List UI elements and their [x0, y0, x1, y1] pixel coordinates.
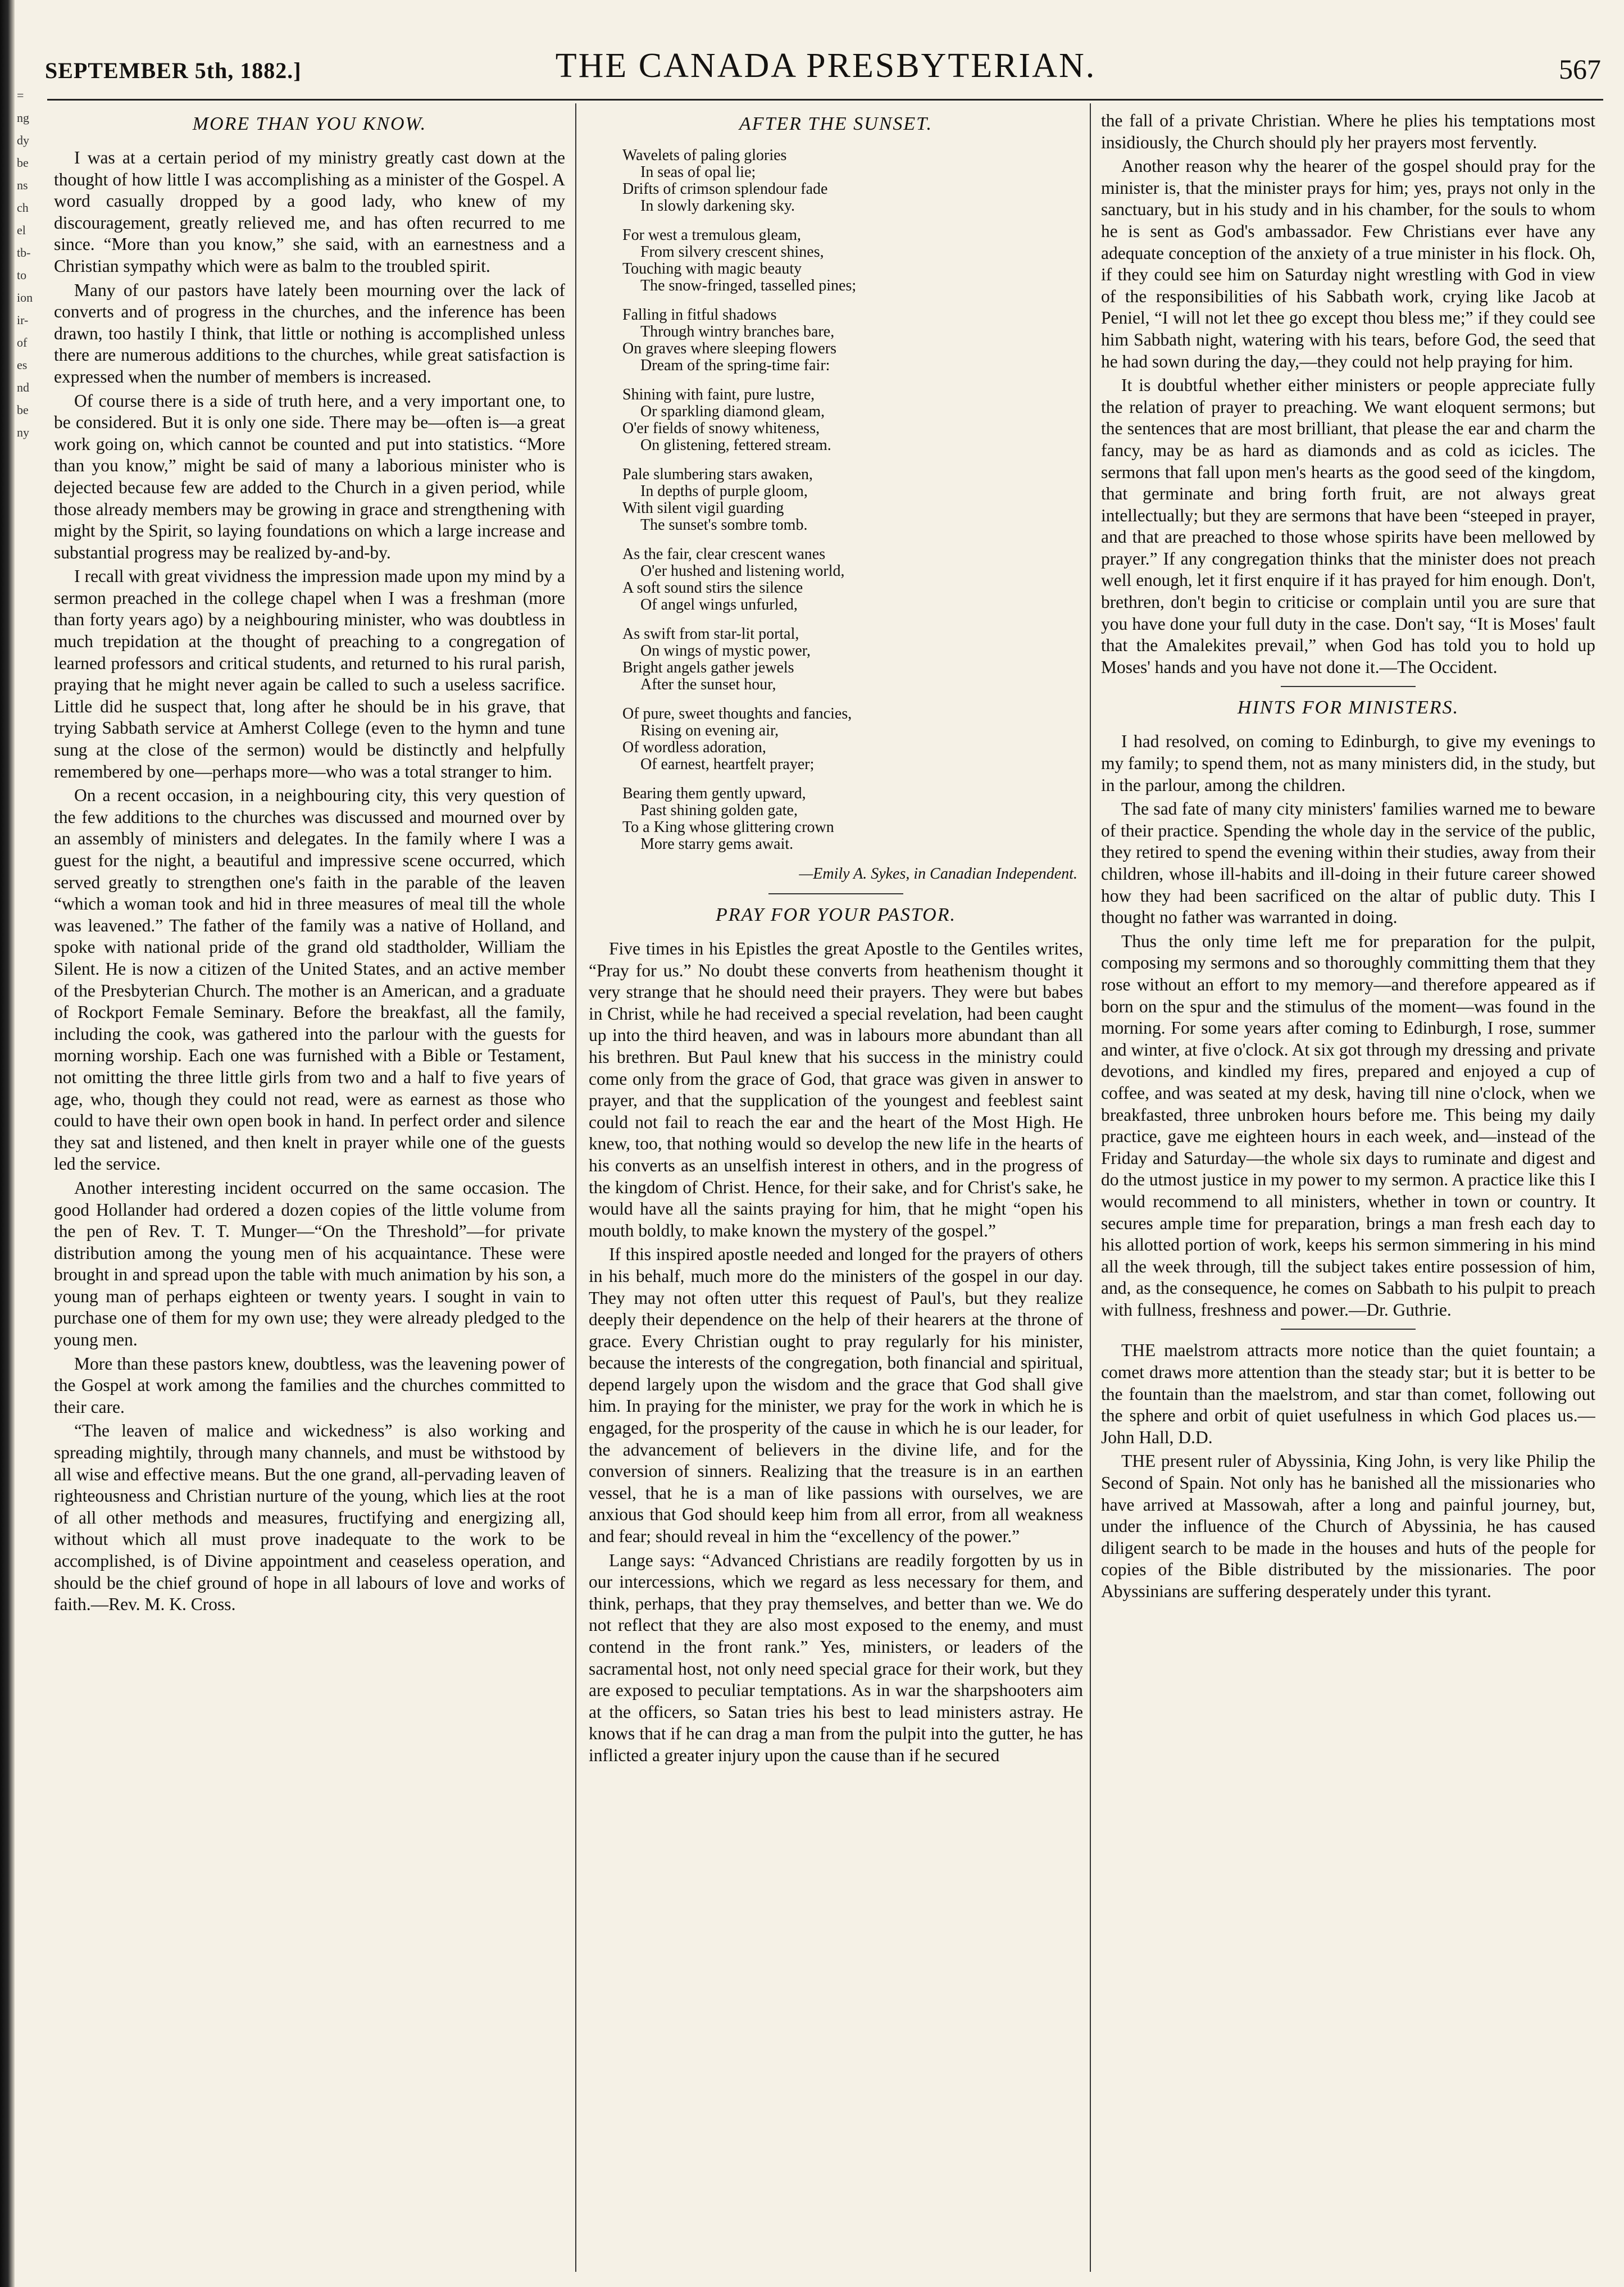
margin-fragment: tb-: [17, 245, 31, 260]
poem-line: Bright angels gather jewels: [622, 659, 794, 676]
poem-stanza: [622, 227, 1083, 294]
article-separator: [1281, 686, 1416, 687]
margin-fragment: ir-: [17, 313, 29, 327]
poem-line: On glistening, fettered stream.: [640, 437, 831, 454]
poem-line: Dream of the spring-time fair:: [640, 357, 830, 374]
poem-line: O'er fields of snowy whiteness,: [622, 420, 820, 437]
poem-stanza: [622, 626, 1083, 693]
poem-stanza: [622, 785, 1083, 853]
column-rule: [1090, 103, 1091, 2272]
paragraph: On a recent occasion, in a neighbouring city, this very question of the few additions to the churches was discussed and mourned over by an assembly of ministers and delegates. In the family where I was a guest for the night, a beautiful and impressive scene occurred, which served greatly to strengthen one's faith in the parable of the leaven “which a woman took and hid in three measures of meal till the whole was leavened.” The father of the family was a native of Holland, and spoke with national pride of the grand old stadtholder, William the Silent. He is now a citizen of the United States, and an active member of the Presbyterian Church. The mother is an American, and a graduate of Rockport Female Seminary. Before the breakfast, all the family, including the cook, was gathered into the parlour with the guests for morning worship. Each one was furnished with a Bible or Testament, not omitting the three little girls from two and a half to five years of age, who, though they could not read, were as earnest as those who could to have their own open book in hand. In perfect order and silence they sat and listened, and then knelt in prayer while one of the guests led the service.: [54, 785, 565, 1174]
poem-stanza: [622, 307, 1083, 374]
masthead: [45, 43, 1607, 93]
poem-line: Past shining golden gate,: [640, 802, 798, 819]
poem-line: From silvery crescent shines,: [640, 243, 824, 261]
paragraph: More than these pastors knew, doubtless, was the leavening power of the Gospel at work among the families and the churches committed to their care.: [54, 1353, 565, 1417]
poem-line: The sunset's sombre tomb.: [640, 516, 808, 534]
poem-line: In slowly darkening sky.: [640, 197, 795, 215]
paragraph: THE present ruler of Abyssinia, King John, is very like Philip the Second of Spain. Not only has he banished all the missionaries who have arrived at Massowah, after a long and painful journey, but, under the influence of the Church of Abyssinia, he has caused diligent search to be made in the houses and huts of the people for copies of the Bible distributed by the missionaries. The poor Abyssinians are suffering desperately under this tyrant.: [1101, 1451, 1595, 1601]
paragraph: It is doubtful whether either ministers or people appreciate fully the relation of prayer to preaching. We want eloquent sermons; but the sentences that are most brilliant, that please the ear and charm the fancy, may be as hard as diamonds and as cold as icicles. The sermons that fall upon men's hearts as the good seed of the kingdom, that germinate and bring forth fruit, are not always great intellectually; but they are sermons that have been “steeped in prayer, and that are preached to those whose spirits have been mellowed by prayer.” If any congregation thinks that the minister does not preach well enough, let it first enquire if it has prayed for him enough. Don't, brethren, don't begin to criticise or complain until you are sure that you have done your full duty in the case. Don't say, “It is Moses' fault that the Amalekites prevail,” when God has told you to hold up Moses' hands and you have not done it.—The Occident.: [1101, 375, 1595, 677]
paragraph: the fall of a private Christian. Where he plies his temptations most insidiously, the Church should ply her prayers most fervently.: [1101, 111, 1595, 152]
poem-line: Drifts of crimson splendour fade: [622, 180, 828, 198]
binding-spine: [0, 0, 15, 2287]
margin-fragment: es: [17, 358, 28, 372]
margin-fragment: dy: [17, 133, 29, 147]
margin-fragment: of: [17, 335, 28, 349]
poem-line: On wings of mystic power,: [640, 642, 811, 660]
poem-stanza: [622, 466, 1083, 534]
poem-line: Falling in fitful shadows: [622, 306, 777, 324]
margin-fragment: ns: [17, 178, 28, 192]
paragraph: “The leaven of malice and wickedness” is also working and spreading mightily, through many channels, and must be withstood by all wise and effective means. But the one grand, all-pervading leaven of righteousness and Christian nurture of the young, which lies at the root of all other methods and measures, fructifying and energizing all, without which all must prove inadequate to the work to be accomplished, is of Divine appointment and ceaseless operation, and should be the chief ground of hope in all labours of love and works of faith.—Rev. M. K. Cross.: [54, 1421, 565, 1615]
margin-fragment: =: [17, 88, 24, 102]
poem-stanza: [622, 546, 1083, 613]
paragraph: Another interesting incident occurred on the same occasion. The good Hollander had ordered a dozen copies of the little volume from the pen of Rev. T. T. Munger—“On the Threshold”—for private distribution among the young men of his acquaintance. These were brought in and spread upon the table with much animation by his son, a young man of perhaps eighteen or twenty years. I sought in vain to purchase one of them for my own use; they were already pledged to the young men.: [54, 1177, 565, 1350]
article-title-pray-for-your-pastor: PRAY FOR YOUR PASTOR.: [716, 904, 956, 925]
paragraph: Thus the only time left me for preparation for the pulpit, composing my sermons and so thoroughly committing them that they rose without an effort to my memory—and therefore appeared as if born on the spur and the stimulus of the moment—was found in the morning. For some years after coming to Edinburgh, I rose, summer and winter, at five o'clock. At six got through my dressing and private devotions, and kindled my fires, prepared and enjoyed a cup of coffee, and was seated at my desk, having till nine o'clock, when we breakfasted, three unbroken hours before me. This being my daily practice, gave me eighteen hours in each week, and—instead of the Friday and Saturday—the whole six days to ruminate and digest and do the utmost justice in my power to my sermon. A practice like this I would recommend to all ministers, whether in town or country. It secures ample time for preparation, brings a man fresh each day to his allotted portion of work, keeps his sermon simmering in his mind all the week through, till the subject takes entire possession of him, and, as the consequence, he comes on Sabbath to his pulpit to preach with fullness, freshness and power.—Dr. Guthrie.: [1101, 931, 1595, 1320]
column-3: [1101, 110, 1595, 2273]
article-separator: [768, 893, 903, 894]
poem-line: Through wintry branches bare,: [640, 323, 835, 340]
margin-fragment: ng: [17, 111, 29, 125]
poem-line: With silent vigil guarding: [622, 499, 784, 517]
poem-line: In seas of opal lie;: [640, 163, 756, 181]
article-body-hints-for-ministers: [1101, 731, 1595, 1321]
article-separator: [1281, 1329, 1416, 1330]
poem-line: Of wordless adoration,: [622, 739, 766, 756]
poem-line: A soft sound stirs the silence: [622, 579, 803, 597]
poem-line: Rising on evening air,: [640, 722, 779, 739]
poem-line: As swift from star-lit portal,: [622, 625, 799, 643]
paragraph: THE maelstrom attracts more notice than the quiet fountain; a comet draws more attention than the steady star; but it is better to be the fountain than the maelstrom, and star than comet, following out the sphere and orbit of quiet usefulness in which God places us.—John Hall, D.D.: [1101, 1340, 1595, 1447]
poem-line: More starry gems await.: [640, 835, 794, 853]
paragraph: Many of our pastors have lately been mourning over the lack of converts and of progress in the churches, and the inference has been drawn, too hastily I think, that little or nothing is accomplished unless there are numerous additions to the churches, while great satisfaction is expressed when the number of members is increased.: [54, 280, 565, 387]
poem-line: Or sparkling diamond gleam,: [640, 403, 825, 420]
poem-line: Touching with magic beauty: [622, 260, 802, 278]
newspaper-title: THE CANADA PRESBYTERIAN.: [555, 47, 1097, 85]
margin-fragment: nd: [17, 380, 29, 394]
short-items: [1101, 1340, 1595, 1602]
poem-stanza: [622, 147, 1083, 215]
poem-line: For west a tremulous gleam,: [622, 226, 802, 244]
article-body-pray-for-your-pastor: [589, 938, 1083, 1767]
poem-credit: —Emily A. Sykes, in Canadian Independent.: [799, 865, 1077, 883]
margin-fragment: to: [17, 268, 27, 282]
page-number: 567: [1559, 53, 1601, 85]
poem-line: Of earnest, heartfelt prayer;: [640, 756, 815, 773]
poem-line: Bearing them gently upward,: [622, 785, 806, 802]
paragraph: Five times in his Epistles the great Apostle to the Gentiles writes, “Pray for us.” No doubt these converts from heathenism thought it very strange that he should need their prayers. They were but babes in Christ, while he had received a special revelation, had been caught up into the third heaven, and was in labours more abundant than all his brethren. But Paul knew that his success in the ministry could come only from the grace of God, that grace was given in answer to prayer, and that the supplication of the youngest and feeblest saint could not fail to reach the ear and the heart of the Most High. He knew, too, that nothing would so develop the new life in the hearts of his converts as an unselfish interest in others, and in the progress of the kingdom of Christ. Hence, for their sake, and for Christ's sake, he would have all the saints praying for him, that he might “open his mouth boldly, to make known the mystery of the gospel.”: [589, 939, 1083, 1240]
column-1: [54, 110, 565, 2273]
paragraph: I was at a certain period of my ministry greatly cast down at the thought of how little I was accomplishing as a minister of the Gospel. A word casually dropped by a good lady, who knew of my discouragement, greatly relieved me, and has often recurred to me since. “More than you know,” she said, with an earnestness and a Christian sympathy which were as balm to the troubled spirit.: [54, 148, 565, 276]
article-continuation-pray-for-your-pastor: [1101, 110, 1595, 678]
poem-line: O'er hushed and listening world,: [640, 562, 845, 580]
poem-line: The snow-fringed, tasselled pines;: [640, 277, 857, 294]
poem-line: Pale slumbering stars awaken,: [622, 466, 813, 483]
margin-marks: [17, 84, 39, 444]
margin-fragment: ion: [17, 290, 33, 304]
poem-line: As the fair, clear crescent wanes: [622, 545, 826, 563]
margin-fragment: ch: [17, 201, 29, 215]
paragraph: I recall with great vividness the impression made upon my mind by a sermon preached in the college chapel when I was a freshman (more than forty years ago) by a neighbouring minister, who was doubtless in much trepidation at the thought of preaching to a congregation of learned professors and critical students, and returned to his rural parish, praying that he might never again be called to such a useless sacrifice. Little did he suspect that, long after he should be in his grave, that trying Sabbath service at Amherst College (even to the hymn and tune sung at the close of the sermon) would be distinctly and helpfully remembered by one—perhaps more—who was a total stranger to him.: [54, 566, 565, 781]
poem-stanza: [622, 706, 1083, 773]
margin-fragment: el: [17, 223, 26, 237]
article-body-more-than-you-know: [54, 147, 565, 1616]
poem-title-after-the-sunset: AFTER THE SUNSET.: [739, 113, 933, 134]
paragraph: Lange says: “Advanced Christians are readily forgotten by us in our intercessions, which we regard as less necessary for them, and think, perhaps, that they pray themselves, and better than we. We do not reflect that they are also most exposed to the enemy, and must contend in the front rank.” Yes, ministers, or leaders of the sacramental host, not only need special grace for their work, but they are exposed to peculiar temptations. As in war the sharpshooters aim at the officers, so Satan tries his best to lead ministers astray. He knows that if he can drag a man from the pulpit into the gutter, he has inflicted a greater injury upon the cause than if he secured: [589, 1550, 1083, 1765]
paragraph: Another reason why the hearer of the gospel should pray for the minister is, that the minister prays for him; yes, prays not only in the sanctuary, but in his study and in his chamber, for the souls to whom he is sent as God's ambassador. Few Christians ever have any adequate conception of the anxiety of a true minister in his flock. Oh, if they could see him on Saturday night wrestling with God in view of the responsibilities of his Sabbath work, crying like Jacob at Peniel, “I will not let thee go except thou bless me;” if they could see him Sabbath night, watering with his tears, before God, the seed that he had sown during the day,—they could not help praying for him.: [1101, 156, 1595, 371]
paragraph: The sad fate of many city ministers' families warned me to beware of their practice. Spending the whole day in the service of the public, they retired to spend the evening within their studies, away from their children, whose ill-habits and ill-doing in their future career showed how they had been sacrificed on the altar of public duty. This I thought no father was warranted in doing.: [1101, 799, 1595, 927]
article-title-hints-for-ministers: HINTS FOR MINISTERS.: [1237, 697, 1459, 719]
margin-fragment: be: [17, 156, 29, 170]
paragraph: Of course there is a side of truth here, and a very important one, to be considered. But it is only one side. There may be—often is—a great work going on, which cannot be counted and put into statistics. “More than you know,” might be said of many a laborious minister who is dejected because few are added to the Church in a given period, while those already members may be growing in grace and strengthening with might by the Spirit, so laying foundations on which a large increase and substantial progress may be realized by-and-by.: [54, 390, 565, 562]
column-2: [589, 110, 1083, 2273]
poem-line: To a King whose glittering crown: [622, 819, 834, 836]
poem-line: Of angel wings unfurled,: [640, 596, 798, 613]
paragraph: If this inspired apostle needed and longed for the prayers of others in his behalf, much more do the ministers of the gospel in our day. They may not often utter this request of Paul's, but they realize deeply their dependence on the help of their hearers at the throne of grace. Every Christian ought to pray regularly for his minister, because the interests of the congregation, both financial and spiritual, depend largely upon the wisdom and the grace that God shall give him. In praying for the minister, we pray for the work in which he is engaged, for the prosperity of the cause in which he is our leader, for the advancement of believers in the divine life, and for the conversion of sinners. Realizing that the treasure is in an earthen vessel, that he is a man of like passions with ourselves, we are anxious that God should keep him from all error, from all weakness and fear; should reveal in him the “excellency of the power.”: [589, 1244, 1083, 1547]
poem-line: After the sunset hour,: [640, 676, 776, 693]
paragraph: I had resolved, on coming to Edinburgh, to give my evenings to my family; to spend them, not as many ministers did, in the study, but in the parlour, among the children.: [1101, 731, 1595, 795]
poem-line: Wavelets of paling glories: [622, 147, 787, 164]
poem-line: Of pure, sweet thoughts and fancies,: [622, 705, 852, 722]
poem-line: Shining with faint, pure lustre,: [622, 386, 815, 403]
header-rule: [47, 99, 1603, 101]
margin-fragment: ny: [17, 425, 29, 439]
article-title-more-than-you-know: MORE THAN YOU KNOW.: [192, 113, 427, 134]
issue-date: SEPTEMBER 5th, 1882.]: [45, 58, 302, 83]
poem-line: On graves where sleeping flowers: [622, 340, 836, 357]
margin-fragment: be: [17, 403, 29, 417]
poem-line: In depths of purple gloom,: [640, 483, 808, 500]
poem-stanza: [622, 387, 1083, 454]
column-rule: [575, 103, 576, 2272]
poem-after-the-sunset: [622, 147, 1083, 853]
